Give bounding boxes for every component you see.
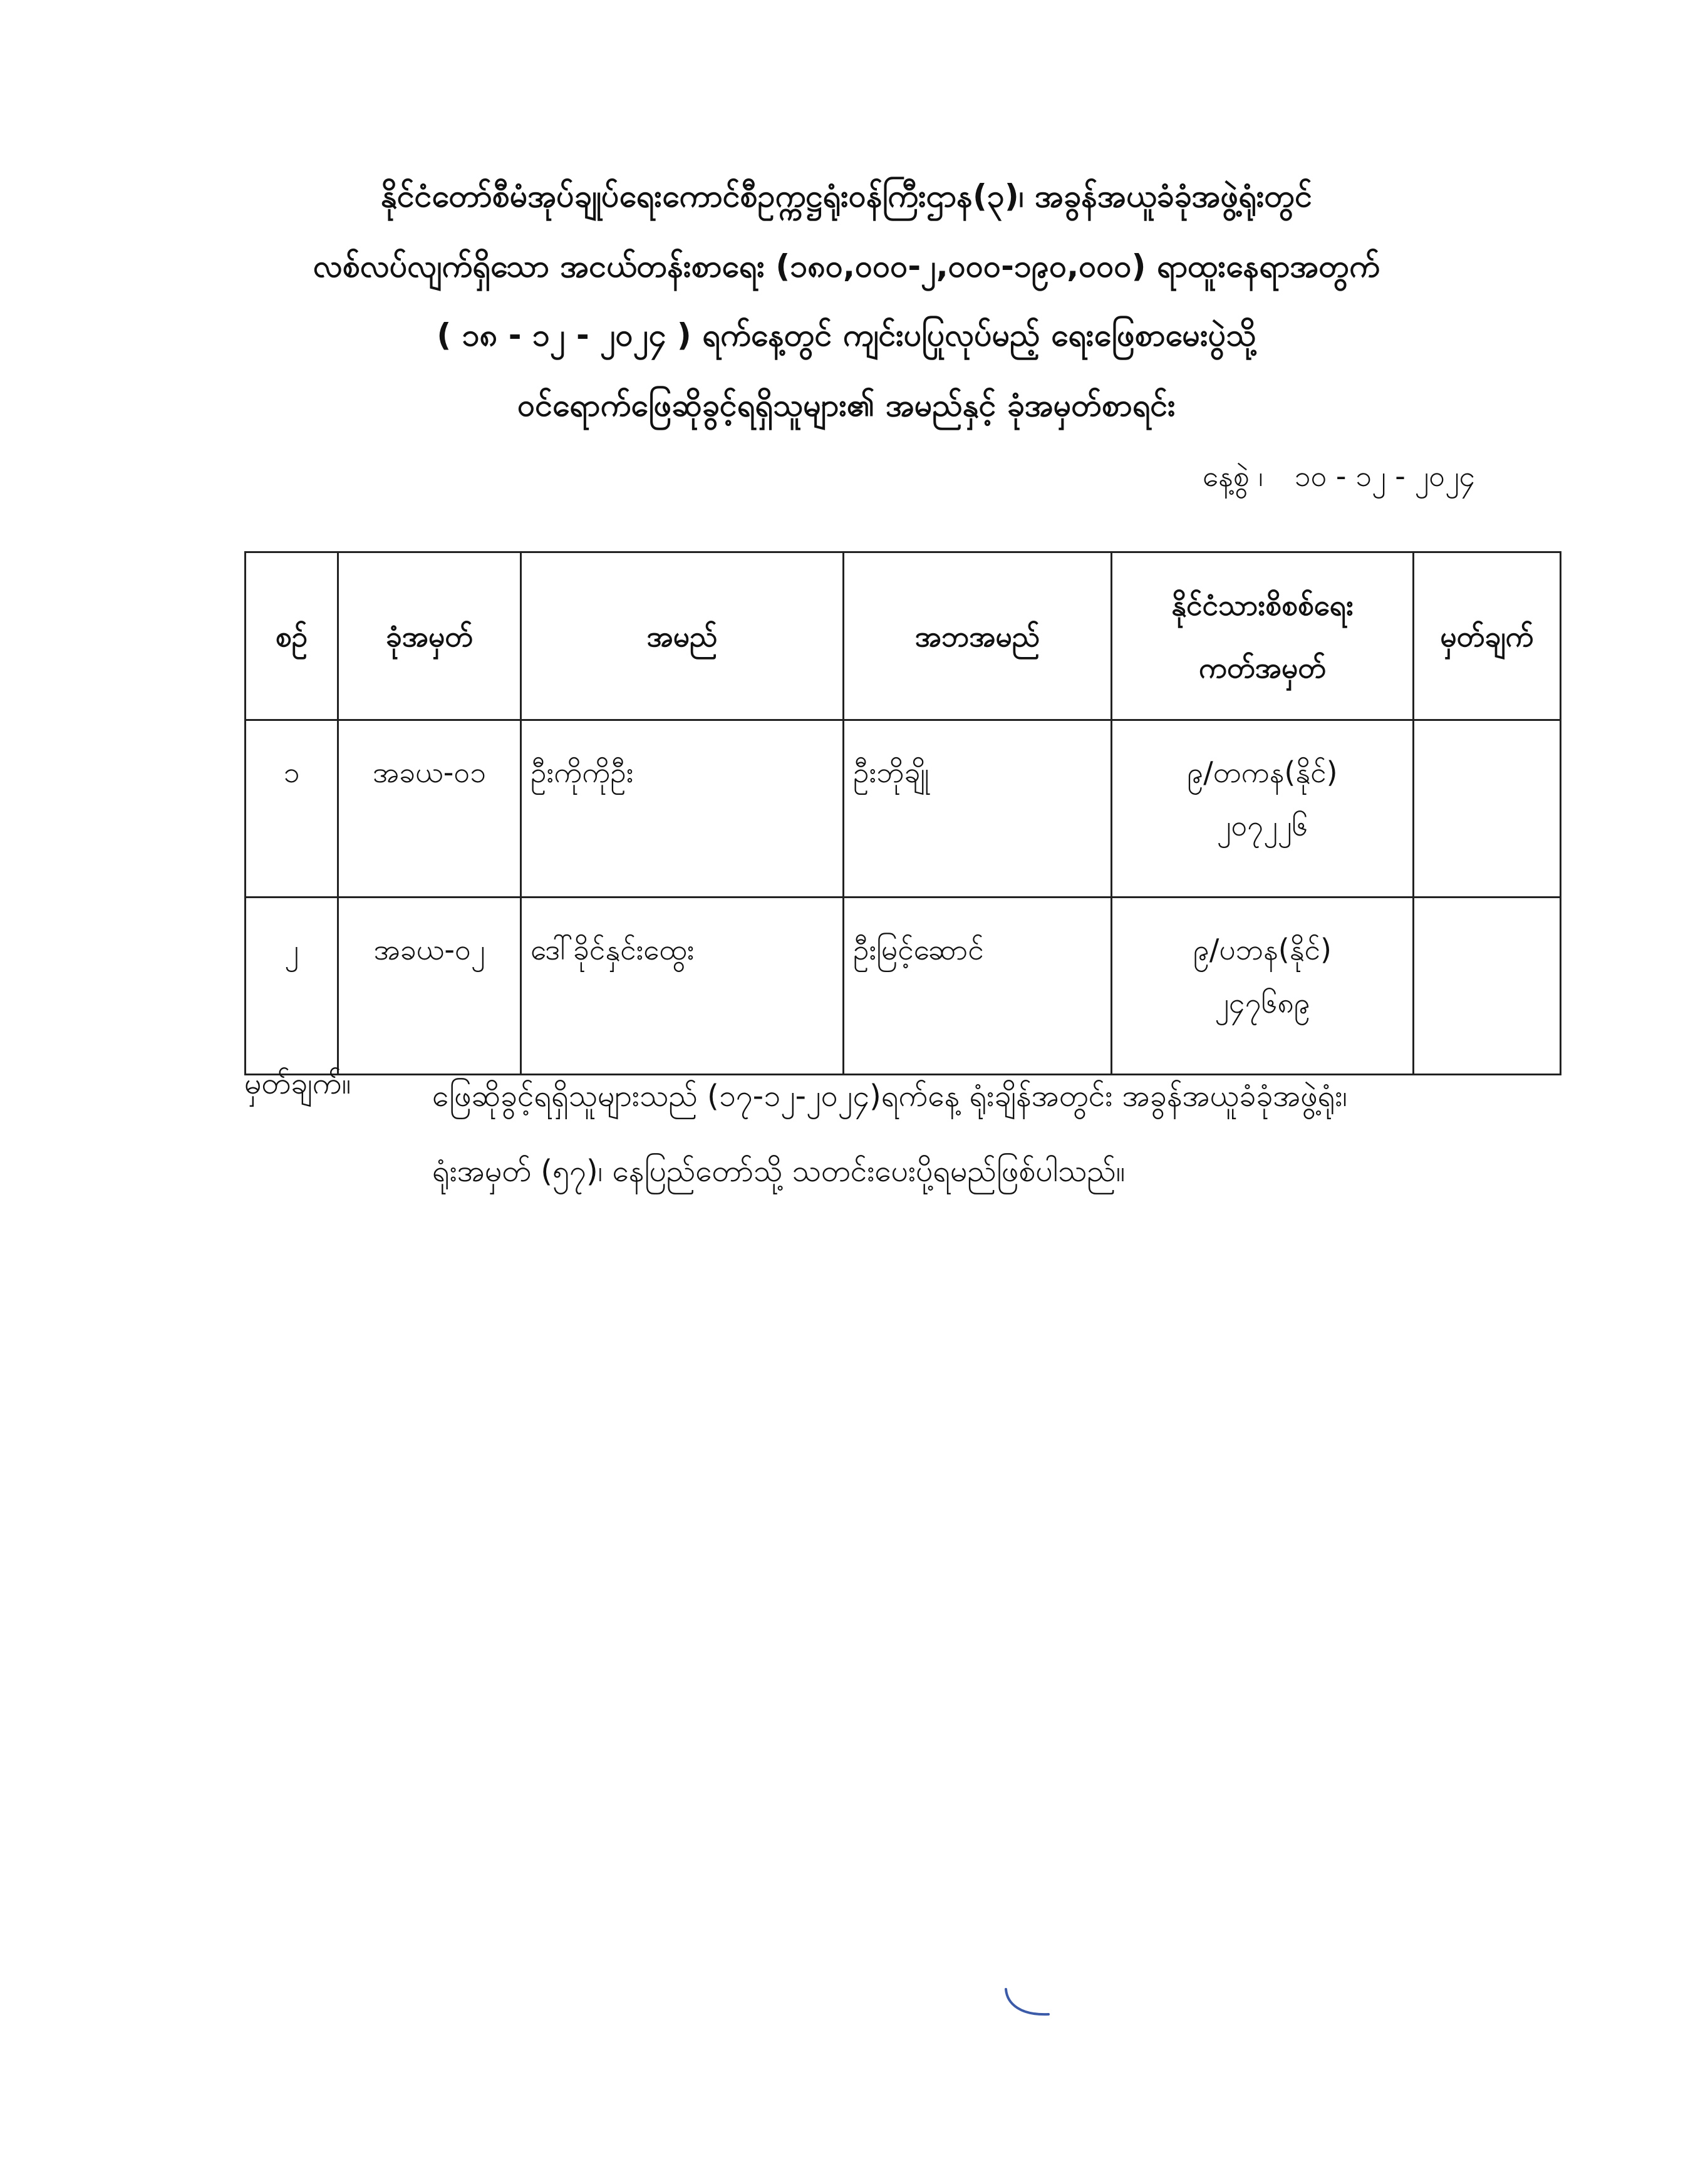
note-line-1: ဖြေဆိုခွင့်ရရှိသူများသည် (၁၇-၁၂-၂၀၂၄)ရက်နေ့ ရုံးချိန်အတွင်း အခွန်အယူခံခုံအဖွဲ့ရုံး၊ <box>432 1079 1348 1114</box>
cell-seat-number: အခယ-၀၂ <box>338 898 521 1075</box>
cell-name: ဦးကိုကိုဦး <box>521 720 844 898</box>
cell-no: ၁ <box>246 720 338 898</box>
cell-name: ဒေါ်ခိုင်နှင်းထွေး <box>521 898 844 1075</box>
cell-nrc-line-2: ၂၀၇၂၂၆ <box>1216 809 1308 842</box>
header-remark: မှတ်ချက် <box>1414 552 1561 720</box>
cell-remark <box>1414 898 1561 1075</box>
table-row <box>246 720 1561 898</box>
date-label: နေ့စွဲ ၊ <box>1203 459 1263 493</box>
cell-no: ၂ <box>246 898 338 1075</box>
cell-nrc <box>1112 898 1414 1075</box>
header-nrc-line-1: နိုင်ငံသားစိစစ်ရေး <box>1171 587 1354 622</box>
cell-father-name: ဦးမြင့်ဆောင် <box>844 898 1112 1075</box>
header-name: အမည် <box>521 552 844 720</box>
candidate-table <box>244 551 1561 1075</box>
header-no: စဉ် <box>246 552 338 720</box>
document-title-line-1: နိုင်ငံတော်စီမံအုပ်ချုပ်ရေးကောင်စီဥက္ကဋ္ဌရုံးဝန်ကြီးဌာန(၃)၊ အခွန်အယူခံခုံအဖွဲ့ရုံးတွင် <box>381 178 1312 214</box>
note-label: မှတ်ချက်။ <box>244 1066 351 1101</box>
note-text <box>432 1058 1566 1209</box>
header-nrc-line-2: ကတ်အမှတ် <box>1198 650 1327 685</box>
cell-nrc-line-2: ၂၄၇၆၈၉ <box>1214 986 1310 1020</box>
pen-mark <box>1002 1985 1052 2023</box>
cell-nrc <box>1112 720 1414 898</box>
document-date <box>1203 457 1553 495</box>
header-father-name: အဘအမည် <box>844 552 1112 720</box>
cell-nrc-line-1: ၉/တကန(နိုင်) <box>1187 755 1338 789</box>
table-row <box>246 898 1561 1075</box>
cell-seat-number: အခယ-၀၁ <box>338 720 521 898</box>
header-nrc <box>1112 552 1414 720</box>
document-title-line-4: ဝင်ရောက်ဖြေဆိုခွင့်ရရှိသူများ၏ အမည်နှင့် ခုံအမှတ်စာရင်း <box>517 387 1176 423</box>
note-line-2: ရုံးအမှတ် (၅၇)၊ နေပြည်တော်သို့ သတင်းပေးပို့ရမည်ဖြစ်ပါသည်။ <box>432 1154 1126 1189</box>
cell-father-name: ဦးဘိုချို <box>844 720 1112 898</box>
cell-nrc-line-1: ၉/ပဘန(နိုင်) <box>1193 933 1332 966</box>
date-value: ၁၀ - ၁၂ - ၂၀၂၄ <box>1294 459 1476 493</box>
cell-remark <box>1414 720 1561 898</box>
table-header-row <box>246 552 1561 720</box>
document-title-line-2: လစ်လပ်လျက်ရှိသော အငယ်တန်းစာရေး (၁၈၀,၀၀၀-၂,၀၀၀-၁၉၀,၀၀၀) ရာထူးနေရာအတွက် <box>313 248 1380 284</box>
header-seat-number: ခုံအမှတ် <box>338 552 521 720</box>
document-title-line-3: ( ၁၈ - ၁၂ - ၂၀၂၄ ) ရက်နေ့တွင် ကျင်းပပြုလုပ်မည့် ရေးဖြေစာမေးပွဲသို့ <box>437 317 1256 353</box>
